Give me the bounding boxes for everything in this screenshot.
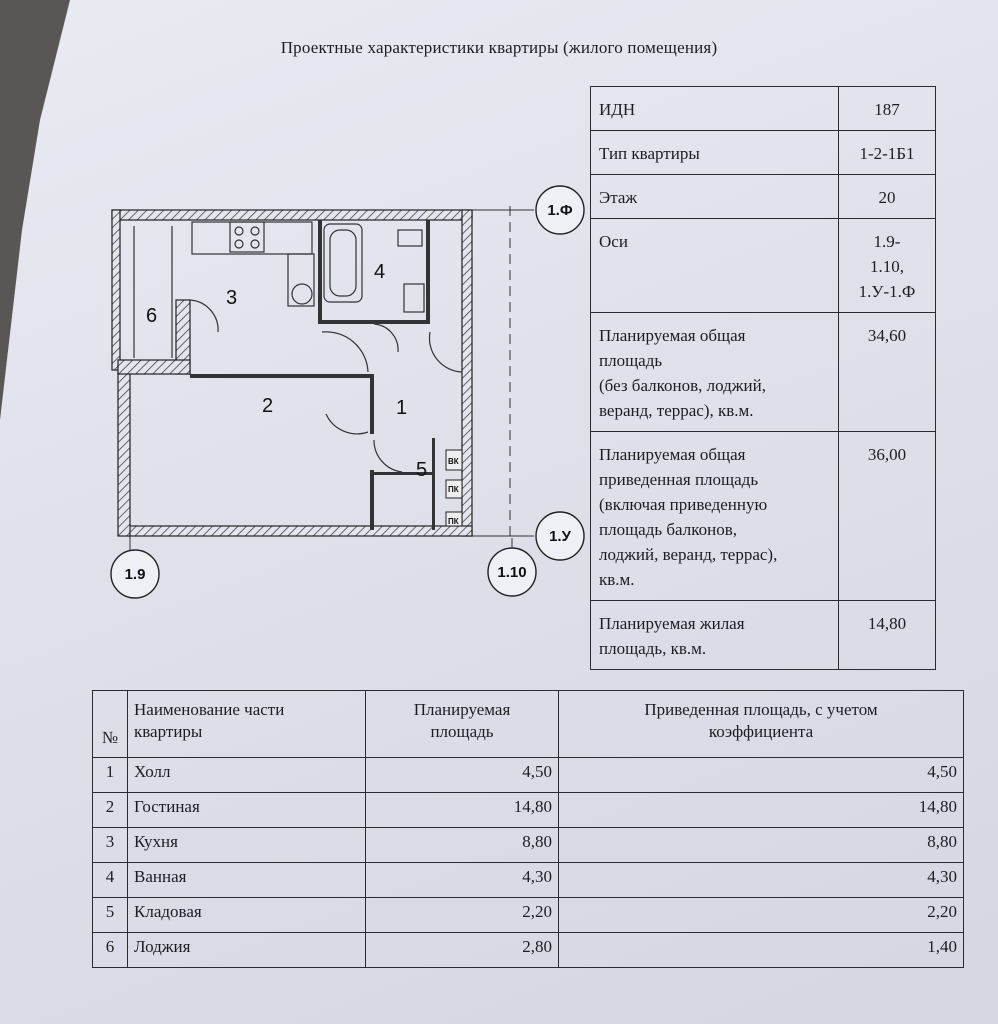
room-row: [93, 863, 964, 898]
room-row: [93, 933, 964, 968]
room-num: 6: [93, 933, 128, 968]
room-reduced-area: 1,40: [559, 933, 964, 968]
room-name: Кухня: [128, 828, 366, 863]
room-num: 3: [93, 828, 128, 863]
header-num: №: [93, 691, 128, 758]
room-name: Гостиная: [128, 793, 366, 828]
header-reduced-area: Приведенная площадь, с учетом коэффициента: [559, 691, 964, 758]
room-number-2: 2: [262, 395, 274, 417]
rooms-table-header: [93, 691, 964, 758]
room-reduced-area: 4,50: [559, 758, 964, 793]
axis-label-1-10: 1.10: [497, 564, 527, 581]
room-number-1: 1: [396, 397, 408, 419]
room-reduced-area: 8,80: [559, 828, 964, 863]
room-num: 2: [93, 793, 128, 828]
room-name: Холл: [128, 758, 366, 793]
characteristics-table: [590, 86, 936, 670]
room-name: Кладовая: [128, 898, 366, 933]
room-area: 2,20: [366, 898, 559, 933]
shaft-label-vk: ВК: [448, 457, 459, 466]
characteristic-label: Планируемая общая площадь (без балконов, лоджий, веранд, террас), кв.м.: [591, 313, 839, 432]
room-area: 4,50: [366, 758, 559, 793]
characteristic-label: ИДН: [591, 87, 839, 131]
characteristic-row: [591, 432, 936, 601]
characteristic-value: 34,60: [839, 313, 936, 432]
room-area: 14,80: [366, 793, 559, 828]
axis-label-1u: 1.У: [549, 528, 571, 545]
axis-label-1f: 1.Ф: [547, 202, 573, 219]
shaft-label-pk-1: ПК: [448, 485, 459, 494]
characteristic-row: [591, 313, 936, 432]
characteristic-value: 1.9- 1.10, 1.У-1.Ф: [839, 219, 936, 313]
rooms-table: [92, 690, 964, 968]
characteristic-row: [591, 131, 936, 175]
interior-walls: [190, 220, 435, 530]
room-area: 4,30: [366, 863, 559, 898]
room-area: 2,80: [366, 933, 559, 968]
room-name: Ванная: [128, 863, 366, 898]
room-num: 4: [93, 863, 128, 898]
characteristic-value: 20: [839, 175, 936, 219]
header-area: Планируемая площадь: [366, 691, 559, 758]
room-number-6: 6: [146, 305, 158, 327]
door-swings: [190, 300, 462, 472]
characteristic-label: Планируемая общая приведенная площадь (включая приведенную площадь балконов, лоджий, веранд, террас), кв.м.: [591, 432, 839, 601]
characteristic-value: 14,80: [839, 601, 936, 670]
room-reduced-area: 2,20: [559, 898, 964, 933]
characteristic-label: Этаж: [591, 175, 839, 219]
characteristic-row: [591, 175, 936, 219]
header-name: Наименование части квартиры: [128, 691, 366, 758]
room-number-5: 5: [416, 459, 428, 481]
room-area: 8,80: [366, 828, 559, 863]
room-row: [93, 758, 964, 793]
floor-plan: [98, 182, 590, 610]
room-row: [93, 793, 964, 828]
room-reduced-area: 14,80: [559, 793, 964, 828]
room-number-4: 4: [374, 261, 386, 283]
room-row: [93, 898, 964, 933]
room-name: Лоджия: [128, 933, 366, 968]
axis-lines: [130, 206, 534, 554]
characteristic-value: 1-2-1Б1: [839, 131, 936, 175]
axis-label-1-9: 1.9: [124, 566, 146, 583]
characteristic-value: 187: [839, 87, 936, 131]
characteristic-label: Оси: [591, 219, 839, 313]
room-row: [93, 828, 964, 863]
room-reduced-area: 4,30: [559, 863, 964, 898]
characteristic-label: Тип квартиры: [591, 131, 839, 175]
walls: [112, 210, 472, 536]
page-title: Проектные характеристики квартиры (жилого помещения): [280, 38, 718, 57]
characteristic-row: [591, 601, 936, 670]
room-number-3: 3: [226, 287, 238, 309]
floor-plan-drawing: [98, 182, 590, 610]
shaft-label-pk-2: ПК: [448, 517, 459, 526]
characteristic-row: [591, 87, 936, 131]
characteristic-value: 36,00: [839, 432, 936, 601]
characteristic-row: [591, 219, 936, 313]
room-num: 1: [93, 758, 128, 793]
room-num: 5: [93, 898, 128, 933]
characteristic-label: Планируемая жилая площадь, кв.м.: [591, 601, 839, 670]
